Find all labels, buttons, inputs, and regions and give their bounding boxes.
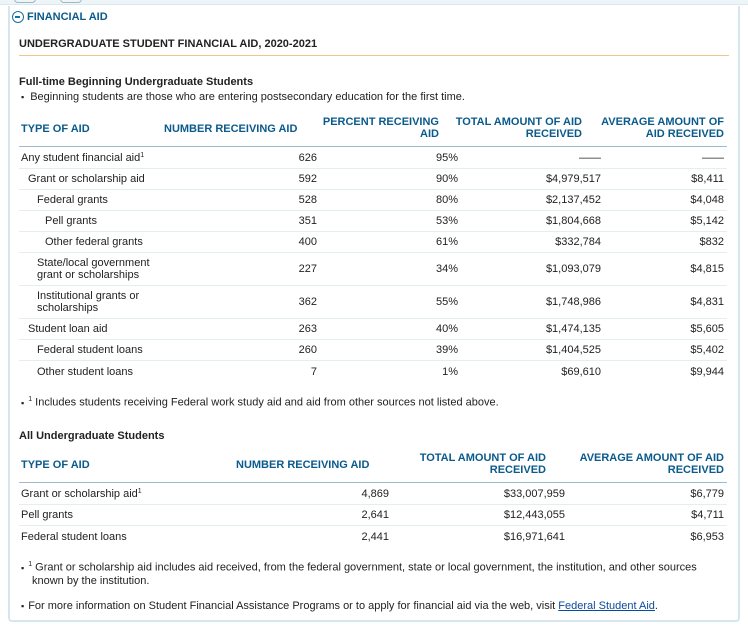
total-cell: $1,093,079 (545, 263, 601, 275)
number-cell: 362 (298, 296, 317, 308)
table-row (19, 253, 727, 286)
average-cell: $9,944 (690, 365, 724, 378)
all-col-total-line2: RECEIVED (489, 464, 546, 476)
type-cell: Student loan aid (28, 323, 108, 335)
table-row (19, 505, 727, 526)
total-cell: $1,474,135 (545, 323, 601, 335)
col-percent (300, 116, 439, 140)
percent-cell: 95% (435, 152, 458, 164)
table-row (19, 211, 727, 232)
footnote-text-line2: known by the institution. (32, 574, 150, 587)
number-cell: 626 (298, 152, 317, 164)
footnote-ref: 1 (140, 152, 145, 159)
table-row (19, 526, 727, 547)
percent-cell: 61% (435, 236, 458, 248)
average-cell: $4,048 (690, 194, 724, 206)
col-percent-line1: PERCENT RECEIVING (322, 116, 439, 128)
all-col-type: TYPE OF AID (21, 459, 90, 471)
type-cell: Pell grants (45, 215, 97, 227)
type-label-line1: Institutional grants or (37, 290, 140, 302)
type-cell (21, 484, 142, 504)
average-cell: $5,605 (690, 323, 724, 335)
average-cell: $5,402 (690, 344, 724, 356)
col-total (440, 116, 582, 140)
total-cell: $1,748,986 (545, 296, 601, 308)
all-col-total (400, 452, 546, 476)
average-cell: $8,411 (691, 173, 724, 185)
total-cell: $4,979,517 (545, 173, 601, 185)
footnote-mark: 1 (28, 396, 33, 403)
col-total-line1: TOTAL AMOUNT OF AID (455, 116, 582, 128)
type-cell: Grant or scholarship aid (28, 173, 145, 185)
type-cell: Federal student loans (21, 530, 127, 543)
number-cell: 400 (298, 236, 317, 248)
total-cell: $33,007,959 (503, 488, 565, 500)
col-percent-line2: AID (420, 128, 439, 140)
type-cell: Federal student loans (37, 344, 143, 356)
number-cell: 592 (298, 173, 317, 185)
financial-aid-toggle[interactable] (12, 11, 108, 23)
percent-cell: 80% (435, 194, 458, 206)
more-info-text: For more information on Student Financial Assistance Programs or to apply for financial aid via the web, visit (28, 600, 559, 612)
total-cell: $16,971,641 (503, 530, 565, 543)
col-average-line1: AVERAGE AMOUNT OF (601, 116, 724, 128)
average-cell: $4,711 (691, 509, 724, 521)
tab-stub-left (14, 0, 36, 3)
average-cell: $6,779 (690, 488, 724, 500)
type-label-line1: State/local government (37, 257, 150, 269)
table-row (19, 169, 727, 190)
table-row (19, 232, 727, 253)
type-cell (37, 253, 150, 285)
federal-student-aid-link[interactable]: Federal Student Aid (558, 600, 655, 612)
all-col-average-line2: RECEIVED (667, 464, 724, 476)
average-cell: —— (702, 152, 724, 164)
number-cell: 7 (310, 365, 317, 378)
percent-cell: 1% (442, 365, 458, 378)
number-cell: 2,441 (361, 530, 389, 543)
total-cell: $2,137,452 (545, 194, 601, 206)
table-row (19, 484, 727, 505)
average-cell: $6,953 (690, 530, 724, 543)
percent-cell: 53% (435, 215, 458, 227)
type-label-line2: scholarships (37, 302, 99, 314)
all-col-number: NUMBER RECEIVING AID (236, 459, 370, 471)
fulltime-footnote: ▪ $^1$ Includes students receiving Federal work study aid and aid from other sources not listed above. (21, 396, 499, 409)
col-total-line2: RECEIVED (525, 128, 582, 140)
average-cell: $4,815 (690, 263, 724, 275)
all-header-rule (19, 482, 727, 483)
fulltime-bullet-text: Beginning students are those who are entering postsecondary education for the first time. (30, 91, 465, 103)
type-cell: Federal grants (37, 194, 108, 206)
number-cell: 528 (298, 194, 317, 206)
footnote-mark: 1 (28, 561, 33, 568)
percent-cell: 90% (435, 173, 458, 185)
fulltime-header-rule (19, 146, 727, 147)
total-cell: —— (579, 152, 601, 164)
type-cell (21, 148, 144, 168)
type-label: Grant or scholarship aid (21, 488, 138, 500)
table-row (19, 286, 727, 319)
percent-cell: 55% (435, 296, 458, 308)
col-average (584, 116, 724, 140)
top-strip (0, 0, 748, 5)
footnote-text: Includes students receiving Federal work study aid and aid from other sources not listed above. (35, 396, 499, 409)
table-row (19, 319, 727, 340)
table-row (19, 148, 727, 169)
percent-cell: 34% (435, 263, 458, 275)
total-cell: $69,610 (561, 365, 601, 378)
footnote-text-line1: Grant or scholarship aid includes aid received, from the federal government, state or local government, the institution, and other sources (35, 561, 697, 574)
more-info-end: . (654, 600, 658, 612)
all-footnote: ▪ $^1$ Grant or scholarship aid includes aid received, from the federal government, state or local government, the institution, and other sources known by the institution. (21, 558, 721, 588)
number-cell: 351 (298, 215, 317, 227)
table-row (19, 190, 727, 211)
col-type: TYPE OF AID (21, 123, 90, 135)
fulltime-bullet (21, 91, 465, 103)
collapse-icon[interactable] (12, 11, 24, 23)
average-cell: $5,142 (690, 215, 724, 227)
number-cell: 263 (298, 323, 317, 335)
number-cell: 260 (298, 344, 317, 356)
percent-cell: 39% (435, 344, 458, 356)
more-info: ▪ For more information on Student Financial Assistance Programs or to apply for financial aid via the web, visit Federal Student Aid. (21, 600, 658, 612)
tab-stub-right (60, 0, 82, 3)
type-label-line2: grant or scholarships (37, 269, 140, 281)
col-number: NUMBER RECEIVING AID (164, 123, 298, 135)
all-col-average (560, 452, 724, 476)
all-col-total-line1: TOTAL AMOUNT OF AID (419, 452, 546, 464)
footnote-ref: 1 (137, 488, 142, 495)
type-label: Any student financial aid (21, 152, 141, 164)
all-title: All Undergraduate Students (19, 430, 165, 442)
report-title: UNDERGRADUATE STUDENT FINANCIAL AID, 2020-2021 (19, 38, 318, 50)
title-rule (19, 55, 729, 56)
fulltime-title: Full-time Beginning Undergraduate Students (19, 76, 254, 88)
table-row (19, 340, 727, 361)
type-cell: Other federal grants (45, 236, 143, 248)
type-cell: Other student loans (37, 365, 134, 378)
total-cell: $1,804,668 (545, 215, 601, 227)
total-cell: $1,404,525 (545, 344, 601, 356)
type-cell (37, 286, 139, 318)
all-col-average-line1: AVERAGE AMOUNT OF AID (579, 452, 724, 464)
average-cell: $4,831 (690, 296, 724, 308)
type-cell: Pell grants (21, 509, 73, 521)
total-cell: $332,784 (555, 236, 601, 248)
number-cell: 227 (298, 263, 317, 275)
percent-cell: 40% (435, 323, 458, 335)
average-cell: $832 (699, 236, 724, 248)
table-row (19, 361, 727, 382)
section-label: FINANCIAL AID (27, 11, 108, 23)
number-cell: 4,869 (361, 488, 389, 500)
number-cell: 2,641 (361, 509, 389, 521)
col-average-line2: AID RECEIVED (645, 128, 724, 140)
total-cell: $12,443,055 (503, 509, 565, 521)
